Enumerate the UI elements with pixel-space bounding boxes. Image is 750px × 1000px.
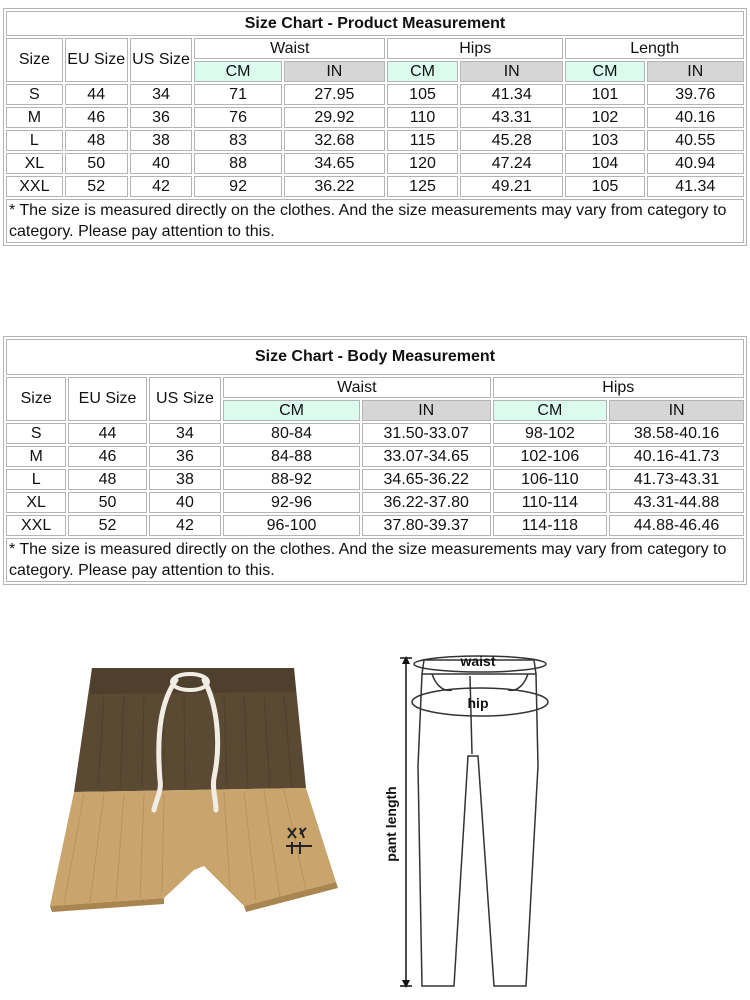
cell-eu: 48 xyxy=(65,130,128,151)
cell-length-cm: 103 xyxy=(565,130,644,151)
header-hips-cm: CM xyxy=(387,61,458,82)
product-size-chart xyxy=(3,8,747,246)
cell-eu: 52 xyxy=(65,176,128,197)
header-waist-in: IN xyxy=(284,61,385,82)
table-row xyxy=(6,153,744,174)
table-row xyxy=(6,107,744,128)
measurement-note: * The size is measured directly on the clothes. And the size measurements may vary from category to category. Please pay attention to this. xyxy=(6,538,744,582)
header-length-in: IN xyxy=(647,61,745,82)
cell-hips-cm: 125 xyxy=(387,176,458,197)
header-waist-in: IN xyxy=(362,400,491,421)
cell-waist-in: 37.80-39.37 xyxy=(362,515,491,536)
cell-length-cm: 105 xyxy=(565,176,644,197)
cell-size: XXL xyxy=(6,176,63,197)
cell-hips-cm: 120 xyxy=(387,153,458,174)
cell-size: S xyxy=(6,84,63,105)
cell-eu: 50 xyxy=(68,492,146,513)
measurement-note: * The size is measured directly on the clothes. And the size measurements may vary from category to category. Please pay attention to this. xyxy=(6,199,744,243)
cell-waist-in: 33.07-34.65 xyxy=(362,446,491,467)
cell-hips-in: 44.88-46.46 xyxy=(609,515,744,536)
cell-waist-in: 34.65 xyxy=(284,153,385,174)
cell-waist-in: 32.68 xyxy=(284,130,385,151)
cell-waist-cm: 88-92 xyxy=(223,469,360,490)
table-row xyxy=(6,469,744,490)
cell-length-in: 40.94 xyxy=(647,153,745,174)
cell-hips-in: 43.31-44.88 xyxy=(609,492,744,513)
header-length: Length xyxy=(565,38,744,59)
cell-waist-in: 31.50-33.07 xyxy=(362,423,491,444)
table-row xyxy=(6,84,744,105)
cell-eu: 46 xyxy=(65,107,128,128)
cell-size: L xyxy=(6,469,66,490)
cell-hips-in: 41.73-43.31 xyxy=(609,469,744,490)
header-hips-in: IN xyxy=(460,61,563,82)
cell-eu: 50 xyxy=(65,153,128,174)
cell-hips-in: 41.34 xyxy=(460,84,563,105)
cell-length-in: 40.16 xyxy=(647,107,745,128)
cell-waist-cm: 88 xyxy=(194,153,281,174)
cell-hips-cm: 105 xyxy=(387,84,458,105)
cell-hips-cm: 106-110 xyxy=(493,469,608,490)
cell-hips-cm: 114-118 xyxy=(493,515,608,536)
measurement-diagram xyxy=(378,646,558,994)
header-hips: Hips xyxy=(387,38,563,59)
cell-us: 38 xyxy=(130,130,193,151)
cell-waist-cm: 92 xyxy=(194,176,281,197)
cell-waist-in: 36.22-37.80 xyxy=(362,492,491,513)
cell-size: L xyxy=(6,130,63,151)
cell-eu: 44 xyxy=(65,84,128,105)
header-us-size: US Size xyxy=(149,377,221,421)
cell-us: 40 xyxy=(130,153,193,174)
cell-size: XL xyxy=(6,153,63,174)
cell-eu: 52 xyxy=(68,515,146,536)
hip-label: hip xyxy=(467,695,489,711)
cell-waist-in: 36.22 xyxy=(284,176,385,197)
cell-waist-in: 34.65-36.22 xyxy=(362,469,491,490)
header-hips-cm: CM xyxy=(493,400,608,421)
cell-hips-cm: 110 xyxy=(387,107,458,128)
body-size-chart xyxy=(3,336,747,585)
cell-eu: 46 xyxy=(68,446,146,467)
cell-us: 34 xyxy=(149,423,221,444)
cell-us: 38 xyxy=(149,469,221,490)
cell-waist-cm: 71 xyxy=(194,84,281,105)
cell-waist-cm: 84-88 xyxy=(223,446,360,467)
cell-size: M xyxy=(6,107,63,128)
cell-waist-cm: 83 xyxy=(194,130,281,151)
cell-hips-cm: 115 xyxy=(387,130,458,151)
cell-size: M xyxy=(6,446,66,467)
cell-size: S xyxy=(6,423,66,444)
table-row xyxy=(6,492,744,513)
chart-title: Size Chart - Product Measurement xyxy=(6,11,744,36)
cell-hips-in: 40.16-41.73 xyxy=(609,446,744,467)
cell-length-in: 39.76 xyxy=(647,84,745,105)
header-hips: Hips xyxy=(493,377,744,398)
cell-waist-cm: 92-96 xyxy=(223,492,360,513)
table-row xyxy=(6,423,744,444)
cell-us: 42 xyxy=(149,515,221,536)
cell-eu: 44 xyxy=(68,423,146,444)
cell-hips-cm: 98-102 xyxy=(493,423,608,444)
cell-us: 42 xyxy=(130,176,193,197)
header-length-cm: CM xyxy=(565,61,644,82)
waist-label: waist xyxy=(460,653,496,669)
cell-us: 36 xyxy=(149,446,221,467)
header-us-size: US Size xyxy=(130,38,193,82)
cell-waist-cm: 96-100 xyxy=(223,515,360,536)
cell-length-cm: 101 xyxy=(565,84,644,105)
cell-waist-cm: 80-84 xyxy=(223,423,360,444)
cell-hips-in: 45.28 xyxy=(460,130,563,151)
header-eu-size: EU Size xyxy=(65,38,128,82)
cell-us: 40 xyxy=(149,492,221,513)
cell-hips-cm: 110-114 xyxy=(493,492,608,513)
cell-size: XXL xyxy=(6,515,66,536)
header-waist-cm: CM xyxy=(194,61,281,82)
cell-hips-cm: 102-106 xyxy=(493,446,608,467)
cell-length-in: 41.34 xyxy=(647,176,745,197)
cell-us: 36 xyxy=(130,107,193,128)
cell-hips-in: 43.31 xyxy=(460,107,563,128)
header-hips-in: IN xyxy=(609,400,744,421)
table-row xyxy=(6,130,744,151)
cell-waist-in: 27.95 xyxy=(284,84,385,105)
table-row xyxy=(6,176,744,197)
cell-hips-in: 47.24 xyxy=(460,153,563,174)
header-size: Size xyxy=(6,377,66,421)
chart-title: Size Chart - Body Measurement xyxy=(6,339,744,375)
cell-length-cm: 102 xyxy=(565,107,644,128)
cell-size: XL xyxy=(6,492,66,513)
header-waist: Waist xyxy=(194,38,385,59)
cell-hips-in: 49.21 xyxy=(460,176,563,197)
cell-length-cm: 104 xyxy=(565,153,644,174)
cell-length-in: 40.55 xyxy=(647,130,745,151)
header-eu-size: EU Size xyxy=(68,377,146,421)
cell-eu: 48 xyxy=(68,469,146,490)
pant-length-label: pant length xyxy=(383,786,399,862)
header-waist: Waist xyxy=(223,377,490,398)
cell-us: 34 xyxy=(130,84,193,105)
header-waist-cm: CM xyxy=(223,400,360,421)
table-row xyxy=(6,446,744,467)
cell-hips-in: 38.58-40.16 xyxy=(609,423,744,444)
cell-waist-cm: 76 xyxy=(194,107,281,128)
cell-waist-in: 29.92 xyxy=(284,107,385,128)
shorts-product-image xyxy=(44,660,340,932)
header-size: Size xyxy=(6,38,63,82)
table-row xyxy=(6,515,744,536)
